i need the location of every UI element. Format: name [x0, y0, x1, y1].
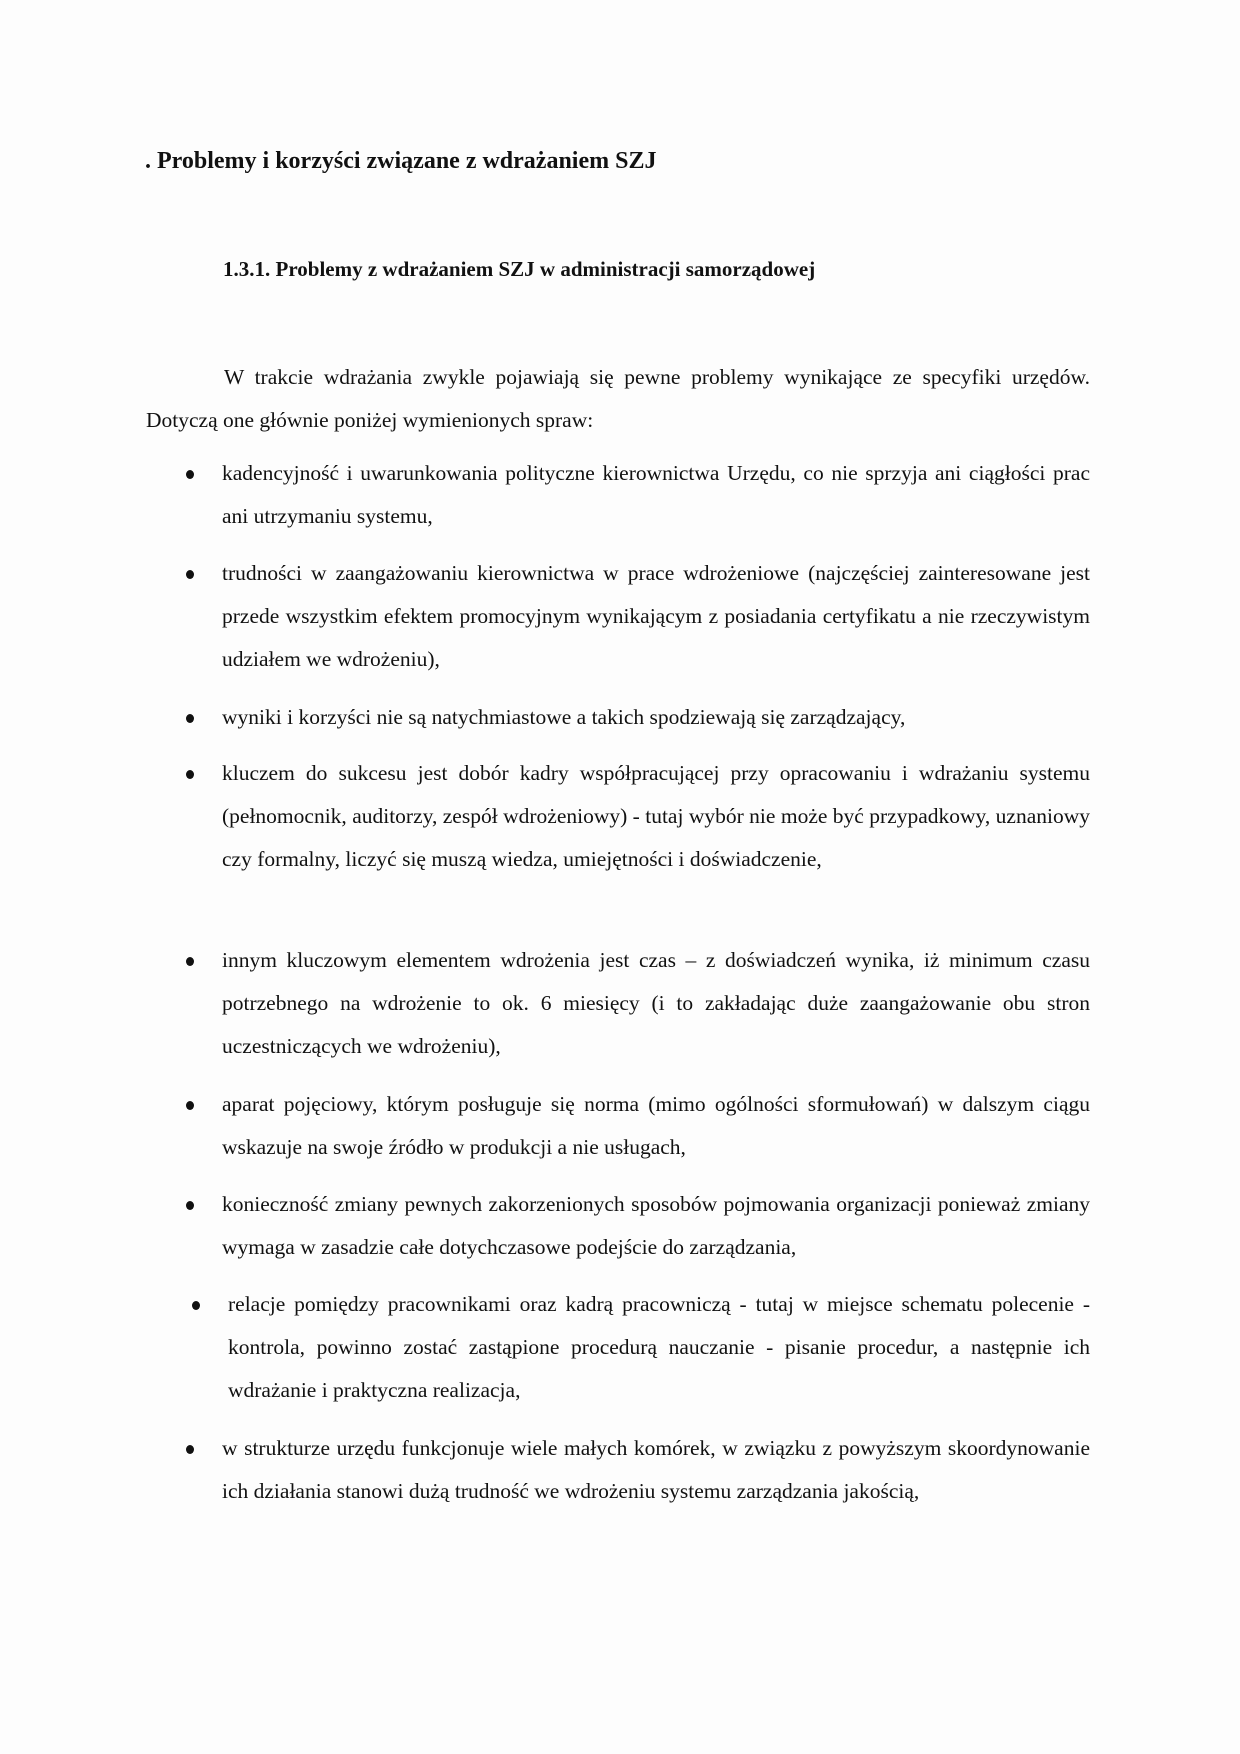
bullet-icon	[186, 714, 194, 723]
section-heading: . Problemy i korzyści związane z wdrażaniem SZJ	[145, 148, 657, 174]
subsection-heading: 1.3.1. Problemy z wdrażaniem SZJ w administracji samorządowej	[223, 257, 816, 281]
bullet-icon	[186, 570, 194, 579]
list-item	[222, 752, 1090, 881]
list-item-text: konieczność zmiany pewnych zakorzenionych sposobów pojmowania organizacji ponieważ zmiany wymaga w zasadzie całe dotychczasowe podejście do zarządzania,	[222, 1192, 1090, 1259]
list-item	[222, 1083, 1090, 1169]
list-item	[222, 452, 1090, 538]
bullet-icon	[186, 957, 194, 966]
list-item-text: kluczem do sukcesu jest dobór kadry współpracującej przy opracowaniu i wdrażaniu systemu (pełnomocnik, auditorzy, zespół wdrożeniowy) - tutaj wybór nie może być przypadkowy, uznaniowy czy formalny, liczyć się muszą wiedza, umiejętności i doświadczenie,	[222, 761, 1090, 871]
list-item	[222, 552, 1090, 681]
list-item-text: innym kluczowym elementem wdrożenia jest czas – z doświadczeń wynika, iż minimum czasu potrzebnego na wdrożenie to ok. 6 miesięcy (i to zakładając duże zaangażowanie obu stron uczestniczących we wdrożeniu),	[222, 948, 1090, 1058]
list-item	[222, 1427, 1090, 1513]
list-item	[222, 696, 1090, 739]
list-item	[222, 939, 1090, 1068]
list-item	[228, 1283, 1090, 1412]
intro-paragraph: W trakcie wdrażania zwykle pojawiają się pewne problemy wynikające ze specyfiki urzędów. Dotyczą one głównie poniżej wymienionych spraw:	[146, 365, 1090, 432]
list-item-text: trudności w zaangażowaniu kierownictwa w prace wdrożeniowe (najczęściej zainteresowane jest przede wszystkim efektem promocyjnym wynikającym z posiadania certyfikatu a nie rzeczywistym udziałem we wdrożeniu),	[222, 561, 1090, 671]
list-item-text: kadencyjność i uwarunkowania polityczne kierownictwa Urzędu, co nie sprzyja ani ciągłości prac ani utrzymaniu systemu,	[222, 461, 1090, 528]
bullet-icon	[186, 470, 194, 479]
bullet-icon	[186, 1201, 194, 1210]
bullet-icon	[192, 1301, 200, 1310]
list-item	[222, 1183, 1090, 1269]
list-item-text: aparat pojęciowy, którym posługuje się norma (mimo ogólności sformułowań) w dalszym ciągu wskazuje na swoje źródło w produkcji a nie usługach,	[222, 1092, 1090, 1159]
list-item-text: relacje pomiędzy pracownikami oraz kadrą pracowniczą - tutaj w miejsce schematu polecenie - kontrola, powinno zostać zastąpione procedurą nauczanie - pisanie procedur, a następnie ich wdrażanie i praktyczna realizacja,	[228, 1292, 1090, 1402]
list-item-text: w strukturze urzędu funkcjonuje wiele małych komórek, w związku z powyższym skoordynowanie ich działania stanowi dużą trudność we wdrożeniu systemu zarządzania jakością,	[222, 1436, 1090, 1503]
list-item-text: wyniki i korzyści nie są natychmiastowe a takich spodziewają się zarządzający,	[222, 705, 906, 729]
bullet-icon	[186, 1101, 194, 1110]
bullet-icon	[186, 770, 194, 779]
bullet-icon	[186, 1445, 194, 1454]
